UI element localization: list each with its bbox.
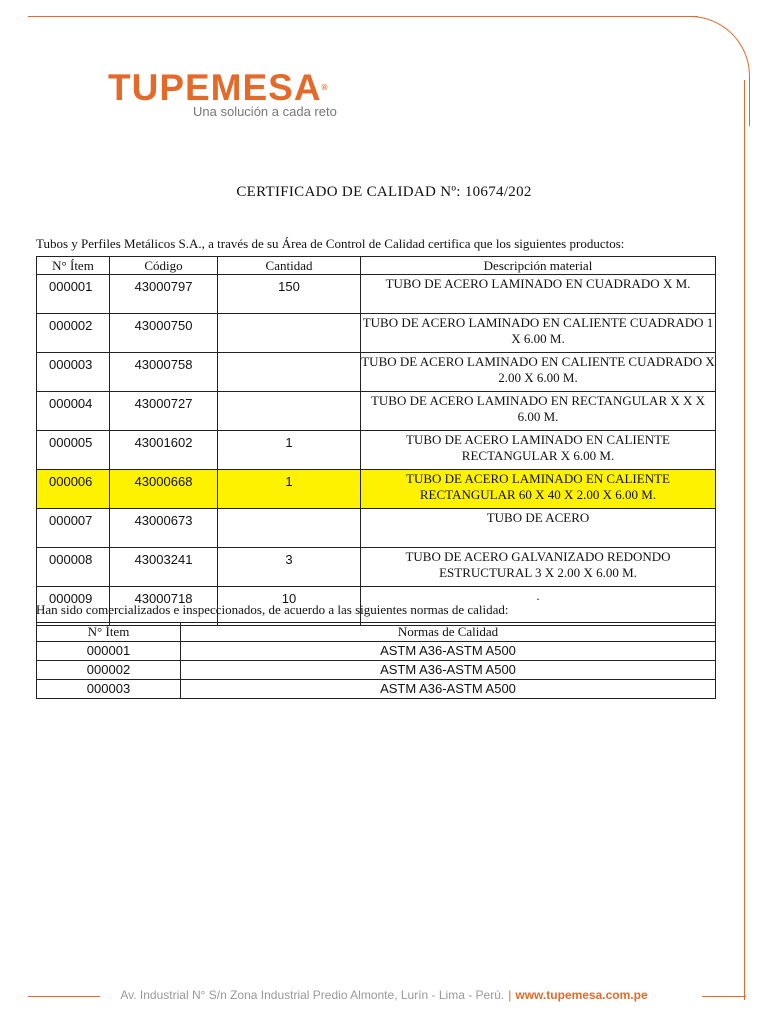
frame-right-line (744, 80, 745, 1000)
norms-header-standard: Normas de Calidad (181, 623, 716, 642)
norm-item-number: 000002 (37, 661, 181, 680)
products-body (37, 275, 716, 626)
product-description: TUBO DE ACERO (361, 509, 716, 548)
norms-header-item: N° Ítem (37, 623, 181, 642)
product-row (37, 470, 716, 509)
product-description: TUBO DE ACERO LAMINADO EN CUADRADO X M. (361, 275, 716, 314)
product-description: . (361, 587, 716, 626)
header-item: N° Ítem (37, 257, 110, 275)
norms-intro-text: Han sido comercializados e inspeccionados, de acuerdo a las siguientes normas de calidad: (36, 602, 509, 617)
product-item-number: 000006 (37, 470, 110, 509)
product-description: TUBO DE ACERO LAMINADO EN CALIENTE CUADRADO X 2.00 X 6.00 M. (361, 353, 716, 392)
norm-item-number: 000001 (37, 642, 181, 661)
product-description: TUBO DE ACERO GALVANIZADO REDONDO ESTRUCTURAL 3 X 2.00 X 6.00 M. (361, 548, 716, 587)
logo-registered-mark: ® (321, 83, 329, 92)
product-quantity: 1 (218, 470, 361, 509)
product-code: 43000758 (110, 353, 218, 392)
product-description: TUBO DE ACERO LAMINADO EN CALIENTE CUADRADO 1 X 6.00 M. (361, 314, 716, 353)
product-item-number: 000003 (37, 353, 110, 392)
products-table (36, 256, 716, 626)
product-row (37, 392, 716, 431)
norm-standard: ASTM A36-ASTM A500 (181, 680, 716, 699)
product-quantity (218, 314, 361, 353)
norm-row (37, 680, 716, 699)
norm-standard: ASTM A36-ASTM A500 (181, 661, 716, 680)
logo-tagline: Una solución a cada reto (193, 104, 337, 119)
product-quantity (218, 509, 361, 548)
product-row (37, 548, 716, 587)
product-row (37, 314, 716, 353)
header-description: Descripción material (361, 257, 716, 275)
product-code: 43000727 (110, 392, 218, 431)
product-code: 43001602 (110, 431, 218, 470)
norms-table (36, 622, 716, 699)
products-header-row (37, 257, 716, 275)
intro-text: Tubos y Perfiles Metálicos S.A., a través de su Área de Control de Calidad certifica que los siguientes productos: (36, 236, 625, 251)
product-row (37, 431, 716, 470)
norm-row (37, 661, 716, 680)
product-quantity (218, 353, 361, 392)
product-code: 43000750 (110, 314, 218, 353)
header-quantity: Cantidad (218, 257, 361, 275)
norm-item-number: 000003 (37, 680, 181, 699)
norms-header-row (37, 623, 716, 642)
footer-address: Av. Industrial N° S/n Zona Industrial Predio Almonte, Lurín - Lima - Perú. (120, 988, 505, 1002)
product-code: 43003241 (110, 548, 218, 587)
product-row (37, 509, 716, 548)
frame-corner-curve (640, 16, 750, 126)
product-description: TUBO DE ACERO LAMINADO EN RECTANGULAR X X X 6.00 M. (361, 392, 716, 431)
product-description: TUBO DE ACERO LAMINADO EN CALIENTE RECTANGULAR 60 X 40 X 2.00 X 6.00 M. (361, 470, 716, 509)
product-code: 43000673 (110, 509, 218, 548)
product-quantity: 150 (218, 275, 361, 314)
product-row (37, 275, 716, 314)
product-item-number: 000009 (37, 587, 110, 626)
product-item-number: 000001 (37, 275, 110, 314)
frame-top-line (28, 16, 698, 17)
company-logo (108, 67, 337, 119)
product-item-number: 000005 (37, 431, 110, 470)
norm-standard: ASTM A36-ASTM A500 (181, 642, 716, 661)
logo-name: TUPEMESA (108, 67, 322, 108)
footer (0, 988, 768, 1002)
product-code: 43000668 (110, 470, 218, 509)
product-code: 43000718 (110, 587, 218, 626)
norms-body (37, 642, 716, 699)
footer-website-link[interactable]: www.tupemesa.com.pe (515, 988, 648, 1002)
product-quantity (218, 392, 361, 431)
norm-row (37, 642, 716, 661)
product-code: 43000797 (110, 275, 218, 314)
footer-separator: | (508, 988, 512, 1002)
certificate-title: CERTIFICADO DE CALIDAD Nº: 10674/202 (236, 184, 532, 200)
product-item-number: 000008 (37, 548, 110, 587)
product-row (37, 353, 716, 392)
product-item-number: 000002 (37, 314, 110, 353)
product-item-number: 000007 (37, 509, 110, 548)
product-quantity: 1 (218, 431, 361, 470)
product-item-number: 000004 (37, 392, 110, 431)
product-quantity: 10 (218, 587, 361, 626)
header-code: Código (110, 257, 218, 275)
product-quantity: 3 (218, 548, 361, 587)
product-description: TUBO DE ACERO LAMINADO EN CALIENTE RECTANGULAR X 6.00 M. (361, 431, 716, 470)
